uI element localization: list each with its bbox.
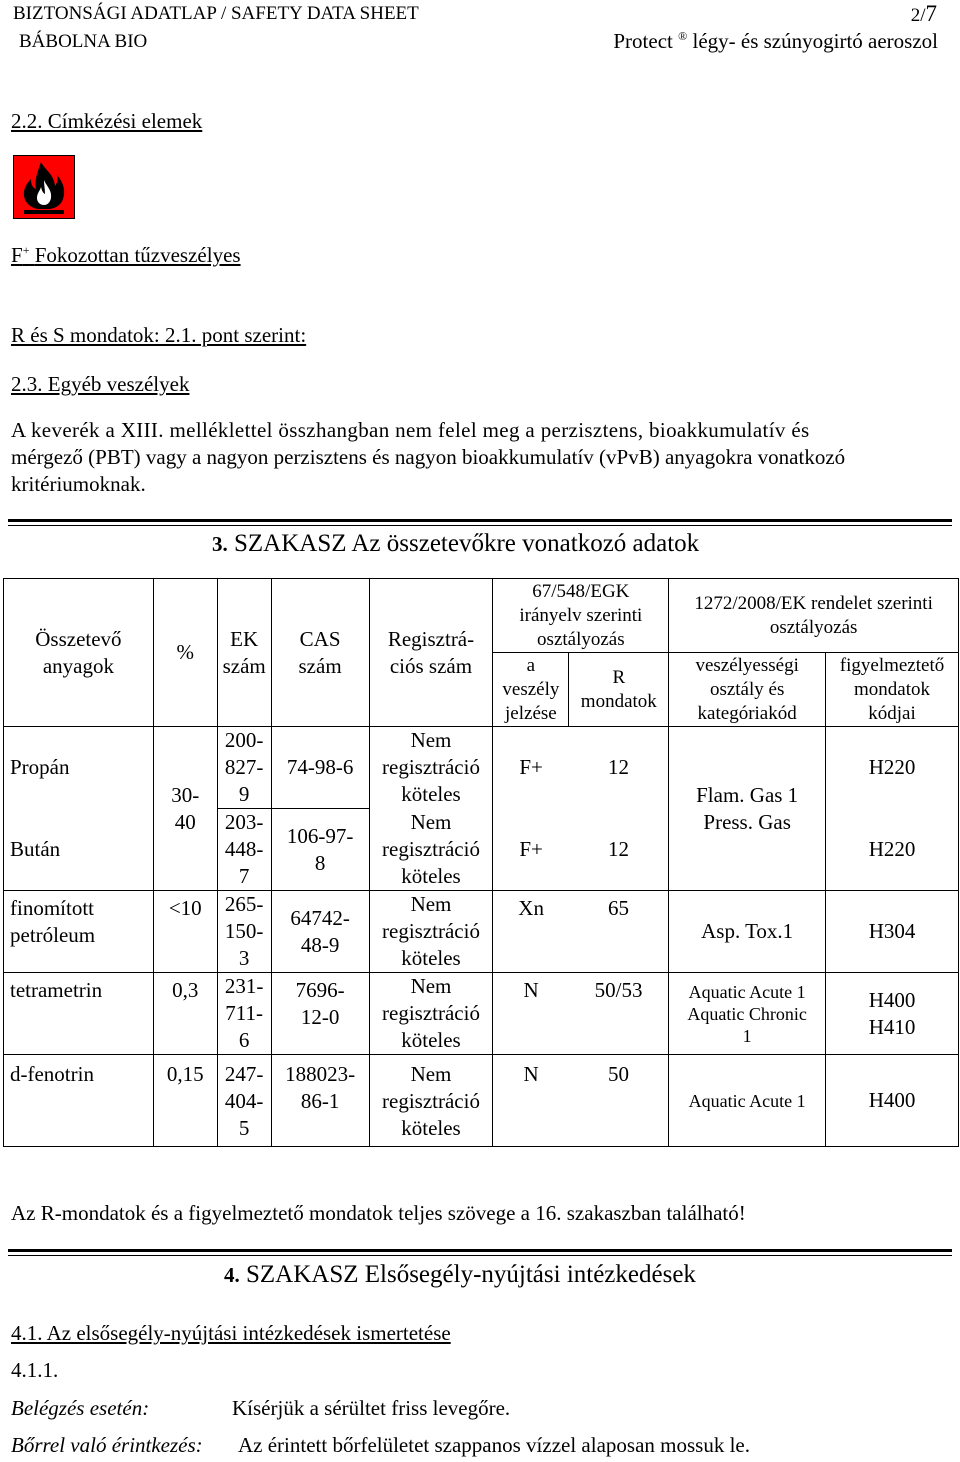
product-rest: légy- és szúnyogirtó aeroszol xyxy=(692,29,938,53)
component-name: Bután xyxy=(4,809,154,891)
section-4-heading xyxy=(224,1261,696,1289)
hazard-class: Asp. Tox.1 xyxy=(669,891,826,973)
reg-number: Nem regisztráció köteles xyxy=(369,1055,493,1147)
inhalation-text: Kísérjük a sérültet friss levegőre. xyxy=(232,1396,511,1420)
ek-number: 247- 404- 5 xyxy=(217,1055,271,1147)
ek-number: 231- 711- 6 xyxy=(217,973,271,1055)
cas-number: 7696- 12-0 xyxy=(271,973,369,1055)
cas-number: 106-97- 8 xyxy=(271,809,369,891)
h-statement: H220 xyxy=(826,809,959,891)
section-3-title: SZAKASZ Az összetevőkre vonatkozó adatok xyxy=(234,530,700,557)
reg-number: Nem regisztráció köteles xyxy=(369,891,493,973)
hazard-symbol: F+ xyxy=(493,809,569,891)
table-row xyxy=(4,891,959,973)
other-hazards-line2: mérgező (PBT) vagy a nagyon perzisztens és nagyon bioakkumulatív (vPvB) anyagokra vonatkozó xyxy=(11,445,846,469)
hazard-class: Aquatic Acute 1 xyxy=(669,1055,826,1147)
table-row xyxy=(4,1055,959,1147)
section-4-1-1-number: 4.1.1. xyxy=(11,1358,59,1382)
other-hazards-line1 xyxy=(11,418,951,443)
section-3-rule-thin xyxy=(8,525,952,526)
table-row xyxy=(4,973,959,1055)
ek-number: 265- 150- 3 xyxy=(217,891,271,973)
percent: <10 xyxy=(153,891,217,973)
flame-symbol xyxy=(14,156,74,218)
col-cas-header: CAS szám xyxy=(271,579,369,727)
h-statement: H400 xyxy=(826,1055,959,1147)
r-phrase: 12 xyxy=(569,727,669,809)
table-row xyxy=(4,727,959,809)
skin-contact-text: Az érintett bőrfelületet szappanos vízzel alaposan mossuk le. xyxy=(238,1433,750,1457)
component-name: tetrametrin xyxy=(4,973,154,1055)
section-2-3-heading: 2.3. Egyéb veszélyek xyxy=(11,372,190,396)
reg-number: Nem regisztráció köteles xyxy=(369,973,493,1055)
composition-footnote: Az R-mondatok és a figyelmeztető mondatok teljes szövege a 16. szakaszban található! xyxy=(11,1201,746,1225)
col-ek-header: EK szám xyxy=(217,579,271,727)
product-name xyxy=(613,29,938,54)
col-component-header: Összetevő anyagok xyxy=(4,579,154,727)
section-3-rule-thick xyxy=(8,519,952,522)
section-3-number: 3. xyxy=(212,532,228,556)
hazard-symbol: Xn xyxy=(493,891,569,973)
cas-number: 64742- 48-9 xyxy=(271,891,369,973)
header-row-1 xyxy=(4,579,959,653)
ek-number: 200- 827- 9 xyxy=(217,727,271,809)
hazard-symbol: N xyxy=(493,1055,569,1147)
component-name: Propán xyxy=(4,727,154,809)
percent: 0,15 xyxy=(153,1055,217,1147)
h-statement: H220 xyxy=(826,727,959,809)
percent: 0,3 xyxy=(153,973,217,1055)
hazard-symbol: N xyxy=(493,973,569,1055)
section-4-rule-thin xyxy=(8,1255,952,1256)
section-4-number: 4. xyxy=(224,1263,240,1287)
r-phrase: 50 xyxy=(569,1055,669,1147)
col-directive-group-header: 67/548/EGK irányelv szerinti osztályozás xyxy=(493,579,669,653)
hazard-class: Aquatic Acute 1 Aquatic Chronic 1 xyxy=(669,973,826,1055)
doc-title: BIZTONSÁGI ADATLAP / SAFETY DATA SHEET xyxy=(13,3,419,24)
col-h-statement-header: figyelmeztető mondatok kódjai xyxy=(826,653,959,727)
page-current: 2 xyxy=(910,5,921,26)
component-name: d-fenotrin xyxy=(4,1055,154,1147)
registered-mark: ® xyxy=(678,29,688,43)
r-phrase: 12 xyxy=(569,809,669,891)
rs-statement: R és S mondatok: 2.1. pont szerint: xyxy=(11,323,307,347)
skin-contact-label: Bőrrel való érintkezés: xyxy=(11,1433,203,1457)
page-total: 7 xyxy=(925,1,937,26)
col-symbol-header: a veszély jelzése xyxy=(493,653,569,727)
col-reg-header: Regisztrá- ciós szám xyxy=(369,579,493,727)
hazard-class-propan-butan: Flam. Gas 1 Press. Gas xyxy=(669,727,826,891)
r-phrase: 50/53 xyxy=(569,973,669,1055)
hazard-sup: + xyxy=(22,243,30,257)
product-prefix: Protect xyxy=(613,29,673,53)
reg-number: Nem regisztráció köteles xyxy=(369,809,493,891)
hazard-letter: F xyxy=(11,243,23,267)
company-name: BÁBOLNA BIO xyxy=(19,31,148,52)
ek-number: 203- 448- 7 xyxy=(217,809,271,891)
col-percent-header: % xyxy=(153,579,217,727)
page-number: 2/7 xyxy=(910,1,937,26)
percent-propan-butan: 30- 40 xyxy=(153,727,217,891)
hazard-text: Fokozottan tűzveszélyes xyxy=(34,243,241,267)
section-4-1-heading: 4.1. Az elsősegély-nyújtási intézkedések ismertetése xyxy=(11,1321,451,1345)
other-hazards-line3: kritériumoknak. xyxy=(11,472,146,496)
section-4-rule-thick xyxy=(8,1249,952,1252)
col-r-header: R mondatok xyxy=(569,653,669,727)
col-clp-group-header: 1272/2008/EK rendelet szerinti osztályozás xyxy=(669,579,959,653)
reg-number: Nem regisztráció köteles xyxy=(369,727,493,809)
h-statement: H304 xyxy=(826,891,959,973)
component-name: finomított petróleum xyxy=(4,891,154,973)
cas-number: 74-98-6 xyxy=(271,727,369,809)
composition-table xyxy=(3,578,959,1147)
cas-number: 188023- 86-1 xyxy=(271,1055,369,1147)
section-3-heading xyxy=(212,530,699,558)
other-hazards-line1-text: A keverék a XIII. melléklettel összhangban nem felel meg a perzisztens, bioakkumulatív és xyxy=(11,418,810,442)
h-statement: H400 H410 xyxy=(826,973,959,1055)
section-4-title: SZAKASZ Elsősegély-nyújtási intézkedések xyxy=(246,1261,696,1288)
hazard-symbol: F+ xyxy=(493,727,569,809)
flame-hazard-icon xyxy=(13,155,75,219)
section-2-2-heading: 2.2. Címkézési elemek xyxy=(11,109,203,133)
hazard-statement xyxy=(11,243,241,268)
inhalation-label: Belégzés esetén: xyxy=(11,1396,150,1420)
r-phrase: 65 xyxy=(569,891,669,973)
col-hazard-class-header: veszélyességi osztály és kategóriakód xyxy=(669,653,826,727)
